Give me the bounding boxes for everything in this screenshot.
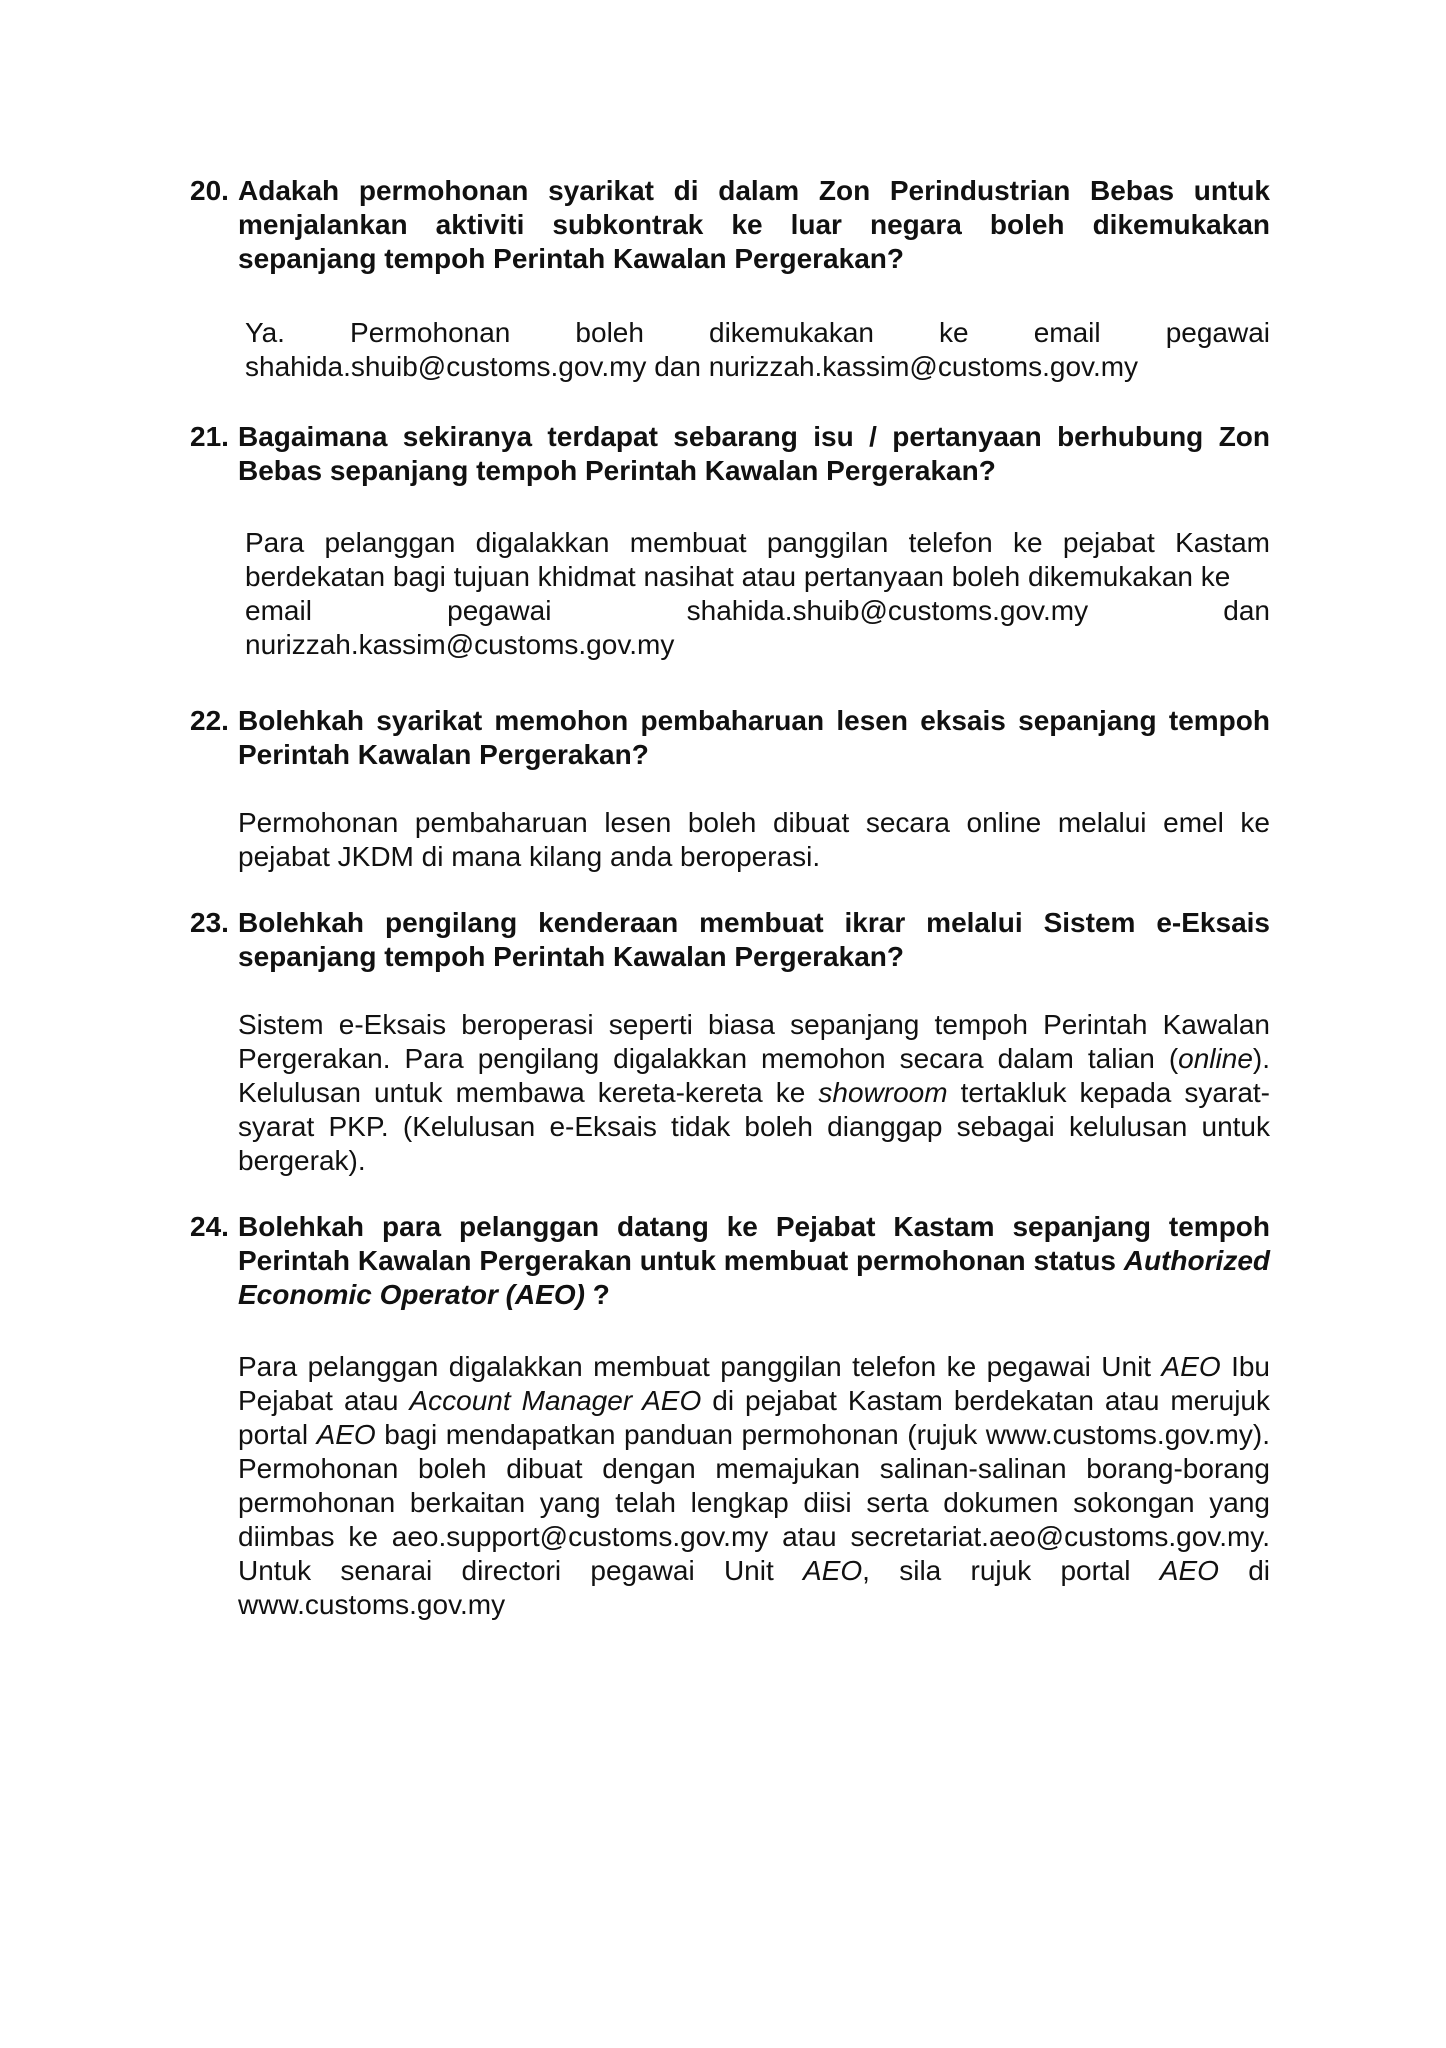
question-text: Bolehkah syarikat memohon pembaharuan lesen eksais sepanjang tempoh Perintah Kawalan Pergerakan?	[238, 705, 1270, 770]
answer-text	[238, 1350, 1270, 1622]
question-text: Adakah permohonan syarikat di dalam Zon Perindustrian Bebas untuk menjalankan aktiviti subkontrak ke luar negara boleh dikemukakan sepanjang tempoh Perintah Kawalan Pergerakan?	[238, 175, 1270, 274]
faq-item-24	[190, 1210, 1270, 1622]
answer-italic: AEO	[1161, 1351, 1221, 1382]
answer-segment: di www.customs.gov.my	[238, 1555, 1271, 1620]
answer-italic: online	[1178, 1043, 1253, 1074]
answer-italic: showroom	[818, 1077, 948, 1108]
answer-segment: di pejabat Kastam berdekatan atau merujuk portal	[238, 1385, 1270, 1450]
answer-line: Para pelanggan digalakkan membuat panggilan telefon ke pejabat Kastam berdekatan bagi tujuan khidmat nasihat atau pertanyaan boleh dikemukakan ke	[245, 527, 1270, 592]
faq-item-20	[190, 174, 1270, 384]
answer-segment: Ibu Pejabat atau	[238, 1351, 1271, 1416]
question-number: 24.	[190, 1211, 229, 1242]
question-text	[238, 1210, 1270, 1312]
answer-text	[245, 316, 1270, 384]
answer-line: Ya. Permohonan boleh dikemukakan ke email pegawai	[245, 317, 1270, 348]
question-text: Bolehkah pengilang kenderaan membuat ikrar melalui Sistem e-Eksais sepanjang tempoh Perintah Kawalan Pergerakan?	[238, 907, 1270, 972]
answer-segment: tertakluk kepada syarat-syarat PKP. (Kelulusan e-Eksais tidak boleh dianggap sebagai kelulusan untuk bergerak).	[238, 1077, 1270, 1176]
answer-italic: AEO	[316, 1419, 376, 1450]
question-number: 21.	[190, 421, 229, 452]
answer-italic: Account Manager AEO	[409, 1385, 702, 1416]
answer-line: nurizzah.kassim@customs.gov.my	[245, 629, 675, 660]
answer-line: shahida.shuib@customs.gov.my dan nurizzah.kassim@customs.gov.my	[245, 351, 1139, 382]
question-text: Bagaimana sekiranya terdapat sebarang isu / pertanyaan berhubung Zon Bebas sepanjang tempoh Perintah Kawalan Pergerakan?	[238, 421, 1270, 486]
answer-italic: AEO	[803, 1555, 863, 1586]
question-number: 20.	[190, 175, 229, 206]
answer-line: email pegawai shahida.shuib@customs.gov.my dan	[245, 595, 1270, 626]
answer-text	[238, 1008, 1270, 1178]
answer-segment: , sila rujuk portal	[862, 1555, 1160, 1586]
answer-segment: Sistem e-Eksais beroperasi seperti biasa sepanjang tempoh Perintah Kawalan Pergerakan. Para pengilang digalakkan memohon secara dalam talian (	[238, 1009, 1270, 1074]
faq-item-23	[190, 906, 1270, 1178]
answer-segment: bagi mendapatkan panduan permohonan (rujuk www.customs.gov.my). Permohonan boleh dibuat dengan memajukan salinan-salinan borang-borang permohonan berkaitan yang telah lengkap diisi serta dokumen sokongan yang diimbas ke aeo.support@customs.gov.my atau secretariat.aeo@customs.gov.my. Untuk senarai directori pegawai Unit	[238, 1419, 1270, 1586]
answer-segment: ). Kelulusan untuk membawa kereta-kereta ke	[238, 1043, 1270, 1108]
question-segment: Bolehkah para pelanggan datang ke Pejabat Kastam sepanjang tempoh Perintah Kawalan Pergerakan untuk membuat permohonan status	[238, 1211, 1270, 1276]
answer-segment: Para pelanggan digalakkan membuat panggilan telefon ke pegawai Unit	[238, 1351, 1162, 1382]
answer-text	[245, 526, 1270, 662]
faq-item-21	[190, 420, 1270, 662]
answer-text: Permohonan pembaharuan lesen boleh dibuat secara online melalui emel ke pejabat JKDM di mana kilang anda beroperasi.	[238, 807, 1270, 872]
question-number: 23.	[190, 907, 229, 938]
question-segment: ?	[584, 1279, 610, 1310]
answer-italic: AEO	[1159, 1555, 1219, 1586]
question-italic: Authorized Economic Operator (AEO)	[238, 1245, 1270, 1310]
faq-item-22	[190, 704, 1270, 874]
question-number: 22.	[190, 705, 229, 736]
